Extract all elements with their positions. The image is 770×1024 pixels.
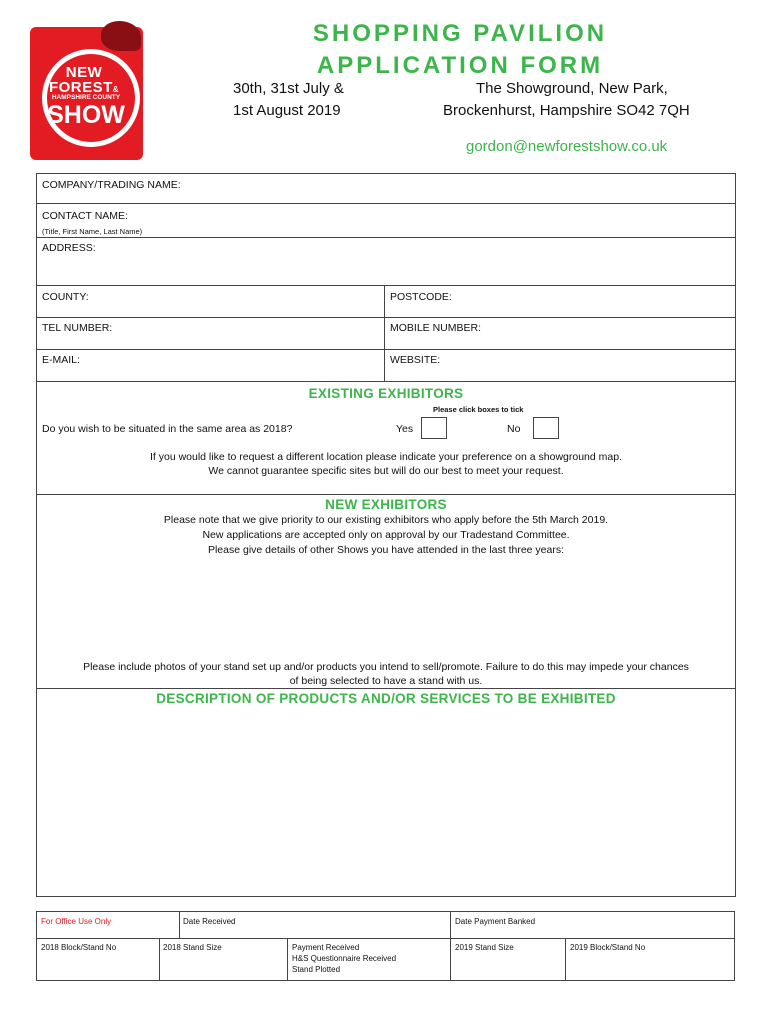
- logo-text-hampshire: HAMPSHIRE COUNTY: [51, 94, 121, 101]
- horse-icon: [101, 21, 141, 51]
- existing-exhibitors-heading: EXISTING EXHIBITORS: [308, 386, 464, 401]
- stand-size-2019-label: 2019 Stand Size: [455, 943, 514, 952]
- column-divider: [384, 285, 385, 381]
- other-shows-input-area[interactable]: [41, 562, 731, 656]
- new-forest-show-logo: [30, 27, 143, 160]
- county-label: COUNTY:: [42, 291, 89, 303]
- divider: [37, 237, 735, 238]
- block-stand-2019-label: 2019 Block/Stand No: [570, 943, 646, 952]
- description-input-area[interactable]: [41, 712, 731, 892]
- office-use-table: [36, 911, 735, 981]
- show-dates-line2: 1st August 2019: [233, 102, 341, 119]
- venue-line2: Brockenhurst, Hampshire SO42 7QH: [443, 102, 690, 119]
- payment-received-label: Payment Received: [292, 943, 360, 952]
- stand-plotted-label: Stand Plotted: [292, 965, 341, 974]
- divider: [37, 938, 734, 939]
- divider: [37, 285, 735, 286]
- photos-note-line1: Please include photos of your stand set up and/or products you intend to sell/promote. Failure to do this may impede your chances: [83, 661, 689, 673]
- divider: [37, 317, 735, 318]
- logo-text-show: SHOW: [47, 101, 125, 129]
- yes-label: Yes: [396, 423, 414, 435]
- photos-note-line2: of being selected to have a stand with us.: [289, 675, 483, 687]
- form-title-line1: SHOPPING PAVILION: [312, 20, 608, 47]
- no-checkbox[interactable]: [533, 417, 559, 439]
- block-stand-2018-label: 2018 Block/Stand No: [41, 943, 117, 952]
- date-received-label: Date Received: [183, 917, 236, 926]
- location-note-line2: We cannot guarantee specific sites but will do our best to meet your request.: [208, 465, 564, 477]
- yes-checkbox[interactable]: [421, 417, 447, 439]
- mobile-number-label: MOBILE NUMBER:: [390, 322, 482, 334]
- postcode-label: POSTCODE:: [390, 291, 452, 303]
- company-name-label: COMPANY/TRADING NAME:: [42, 179, 181, 191]
- contact-name-hint: (Title, First Name, Last Name): [42, 227, 143, 236]
- website-label: WEBSITE:: [390, 354, 441, 366]
- tick-hint: Please click boxes to tick: [433, 405, 524, 414]
- divider: [37, 203, 735, 204]
- column-divider: [159, 938, 160, 980]
- divider: [37, 349, 735, 350]
- location-note-line1: If you would like to request a different location please indicate your preference on a showground map.: [149, 451, 622, 463]
- tel-number-label: TEL NUMBER:: [42, 322, 113, 334]
- date-payment-banked-label: Date Payment Banked: [455, 917, 536, 926]
- divider: [37, 494, 735, 495]
- venue-line1: The Showground, New Park,: [476, 80, 668, 97]
- form-title-line2: APPLICATION FORM: [316, 52, 604, 79]
- stand-size-2018-label: 2018 Stand Size: [163, 943, 222, 952]
- contact-email[interactable]: gordon@newforestshow.co.uk: [466, 138, 668, 155]
- column-divider: [287, 938, 288, 980]
- divider: [37, 381, 735, 382]
- logo-text-new-forest: NEW FOREST&: [48, 64, 120, 96]
- same-area-question: Do you wish to be situated in the same area as 2018?: [42, 423, 293, 435]
- contact-name-label: CONTACT NAME:: [42, 210, 128, 222]
- office-use-label: For Office Use Only: [41, 917, 112, 926]
- application-form: [36, 173, 736, 897]
- address-label: ADDRESS:: [42, 242, 96, 254]
- no-label: No: [507, 423, 521, 435]
- column-divider: [565, 938, 566, 980]
- divider: [37, 688, 735, 689]
- column-divider: [179, 912, 180, 938]
- other-shows-prompt: Please give details of other Shows you have attended in the last three years:: [207, 544, 565, 556]
- column-divider: [450, 912, 451, 980]
- approval-note: New applications are accepted only on approval by our Tradestand Committee.: [202, 529, 570, 541]
- priority-note: Please note that we give priority to our existing exhibitors who apply before the 5th March 2019.: [163, 514, 609, 526]
- description-heading: DESCRIPTION OF PRODUCTS AND/OR SERVICES TO BE EXHIBITED: [156, 691, 616, 706]
- hs-questionnaire-label: H&S Questionnaire Received: [292, 954, 397, 963]
- new-exhibitors-heading: NEW EXHIBITORS: [325, 497, 447, 512]
- email-label: E-MAIL:: [42, 354, 80, 366]
- show-dates-line1: 30th, 31st July &: [233, 80, 344, 97]
